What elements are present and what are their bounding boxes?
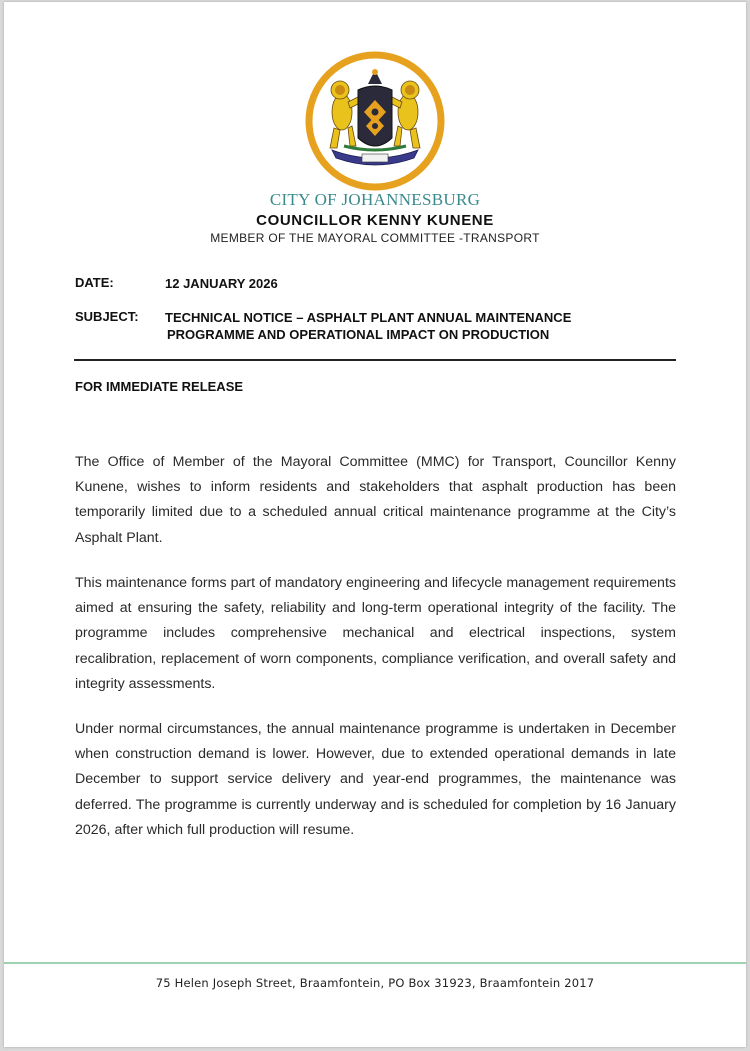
body-paragraph: Under normal circumstances, the annual maintenance programme is undertaken in December when construction demand is lower. However, due to extended operational demands in late December to support service delivery and year-end programmes, the maintenance was deferred. The programme is currently underway and is scheduled for completion by 16 January 2026, after which full production will resume. [75,721,676,838]
city-name: CITY OF JOHANNESBURG [269,190,481,209]
footer-address: 75 Helen Joseph Street, Braamfontein, PO Box 31923, Braamfontein 2017 [155,976,595,990]
release-label: FOR IMMEDIATE RELEASE [75,379,244,394]
subject-line-2: PROGRAMME AND OPERATIONAL IMPACT ON PRODUCTION [167,327,550,342]
body-paragraph: The Office of Member of the Mayoral Committee (MMC) for Transport, Councillor Kenny Kunene, wishes to inform residents and stakeholders that asphalt production has been temporarily limited due to a scheduled annual critical maintenance programme at the City’s Asphalt Plant. [75,454,676,546]
header-divider [74,359,676,361]
body-paragraph: This maintenance forms part of mandatory engineering and lifecycle management requirements aimed at ensuring the safety, reliability and long-term operational integrity of the facility. The programme includes comprehensive mechanical and electrical inspections, system recalibration, replacement of worn components, compliance verification, and overall safety and integrity assessments. [75,575,676,692]
document-page [4,2,746,1047]
subject-label: SUBJECT: [75,309,139,324]
city-crest-icon [304,50,446,192]
councillor-role: MEMBER OF THE MAYORAL COMMITTEE -TRANSPORT [210,231,540,245]
footer-divider [4,962,746,964]
date-label: DATE: [75,275,114,290]
subject-line-1: TECHNICAL NOTICE – ASPHALT PLANT ANNUAL MAINTENANCE [165,310,572,325]
councillor-name: COUNCILLOR KENNY KUNENE [256,212,494,229]
date-value: 12 JANUARY 2026 [165,276,278,291]
